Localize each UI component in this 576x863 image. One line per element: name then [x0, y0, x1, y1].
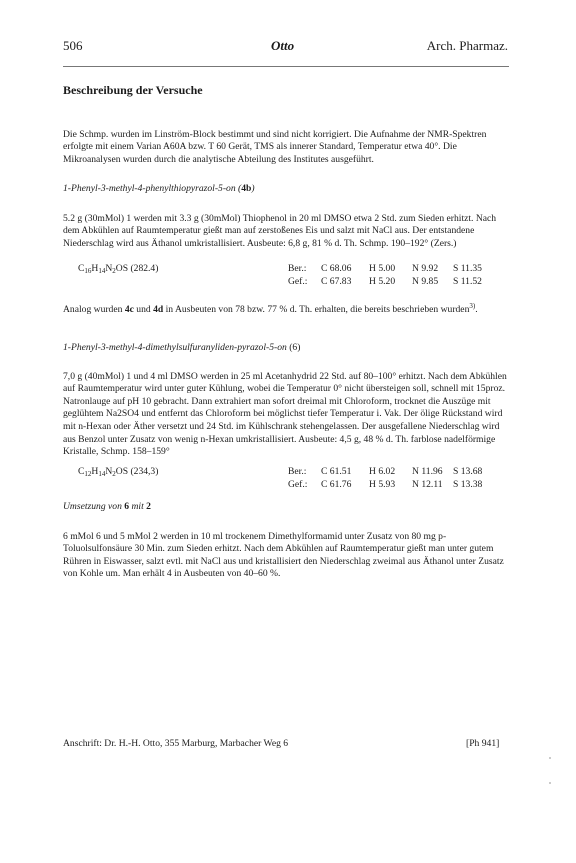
compound-6-analysis — [288, 466, 482, 491]
reaction-title: Umsetzung von 6 mit 2 — [63, 501, 151, 512]
compound-4b-title: 1-Phenyl-3-methyl-4-phenylthiopyrazol-5-on (4b) — [63, 183, 255, 194]
compound-4b-label: 4b — [241, 183, 252, 194]
analog-paragraph: Analog wurden 4c und 4d in Ausbeuten von 78 bzw. 77 % d. Th. erhalten, die bereits beschrieben wurden$^{3)}$. — [63, 301, 478, 315]
compound-4b-procedure: 5.2 g (30mMol) 1 werden mit 3.3 g (30mMol) Thiophenol in 20 ml DMSO etwa 2 Std. zum Sieden erhitzt. Nach dem Abkühlen auf Raumtemperatur gießt man auf zerstoßenes Eis und salzt mit NaCl aus. Der entstandene Niederschlag wird aus Äthanol umkristallisiert. Ausbeute: 6,8 g, 81 % d. Th. Schmp. 190–192° (Zers.) — [63, 212, 497, 249]
manuscript-reference: [Ph 941] — [466, 738, 500, 749]
intro-paragraph: Die Schmp. wurden im Linström-Block bestimmt und sind nicht korrigiert. Die Aufnahme der NMR-Spektren erfolgte mit einem Varian A60A bzw. T 60 Gerät, TMS als innerer Standard, Temperatur etwa 40°. Die Mikroanalysen wurden durch die analytische Abteilung des Institutes ausgeführt. — [63, 128, 487, 165]
author-address: Anschrift: Dr. H.-H. Otto, 355 Marburg, Marbacher Weg 6 — [63, 738, 289, 749]
analysis-found-row: Gef.: C 67.83 H 5.20 N 9.85 S 11.52 — [288, 275, 482, 287]
scan-speck — [549, 782, 551, 784]
section-heading: Beschreibung der Versuche — [63, 83, 203, 97]
compound-4d-ref: 4d — [153, 303, 164, 315]
compound-4b-name: 1-Phenyl-3-methyl-4-phenylthiopyrazol-5-on — [63, 183, 236, 194]
compound-4b-analysis — [288, 263, 482, 288]
analysis-calculated-row: Ber.: C 68.06 H 5.00 N 9.92 S 11.35 — [288, 263, 482, 274]
reaction-procedure: 6 mMol 6 und 5 mMol 2 werden in 10 ml trockenem Dimethylformamid unter Zusatz von 80 mg p-Toluolsulfonsäure 30 Min. zum Sieden erhitzt. Nach dem Abkühlen auf Raumtemperatur gießt man unter gutem Rühren in Eiswasser, salzt evtl. mit NaCl aus und kristallisiert den Niederschlag zweimal aus Äthanol unter Zusatz von Kohle um. Man erhält 4 in Ausbeuten von 40–60 %. — [63, 530, 504, 580]
scan-speck — [549, 757, 551, 759]
page-number: 506 — [63, 38, 83, 53]
compound-4b-formula: $C_{16}H_{14}N_2OS$ (282.4) — [78, 263, 159, 275]
analysis-found-row: Gef.: C 61.76 H 5.93 N 12.11 S 13.38 — [288, 478, 483, 490]
compound-6-mw: (234,3) — [130, 466, 159, 477]
header-rule — [63, 66, 509, 67]
compound-6-title — [63, 342, 513, 355]
running-header-author: Otto — [271, 38, 295, 53]
compound-6-name: 1-Phenyl-3-methyl-4-dimethylsulfuranyliden-pyrazol-5-on — [63, 342, 287, 353]
compound-4b-mw: (282.4) — [130, 263, 159, 274]
running-header-journal: Arch. Pharmaz. — [426, 38, 508, 53]
compound-6-label: (6) — [289, 342, 301, 353]
reaction-compound-6: 6 — [124, 501, 130, 512]
compound-4c-ref: 4c — [124, 303, 134, 315]
analysis-calculated-row: Ber.: C 61.51 H 6.02 N 11.96 S 13.68 — [288, 466, 483, 477]
reference-marker: 3) — [469, 301, 476, 310]
reaction-compound-2: 2 — [146, 501, 151, 512]
compound-6-formula: $C_{12}H_{14}N_2OS$ (234,3) — [78, 466, 159, 478]
compound-6-procedure: 7,0 g (40mMol) 1 und 4 ml DMSO werden in 25 ml Acetanhydrid 22 Std. auf 80–100° erhitzt. Nach dem Abkühlen auf Raumtemperatur wird unter guter Kühlung, wobei die Temperatur 0° nicht übersteigen soll, schnell mit 15proz. Natronlauge auf pH 10 gebracht. Dann extrahiert man sofort dreimal mit Chloroform, trocknet die Auszüge mit geglühtem Na2SO4 und entfernt das Chloroform bei möglichst tiefer Temperatur i. Vak. Der ölige Rückstand wird mit n-Hexan oder Äther versetzt und 24 Std. im Kühlschrank stehengelassen. Der ausgefallene Niederschlag wird aus Benzol unter Zusatz von wenig n-Hexan umkristallisiert. Ausbeute: 4,5 g, 48 % d. Th. farblose nadelförmige Kristalle, Schmp. 158–159° — [63, 370, 507, 458]
